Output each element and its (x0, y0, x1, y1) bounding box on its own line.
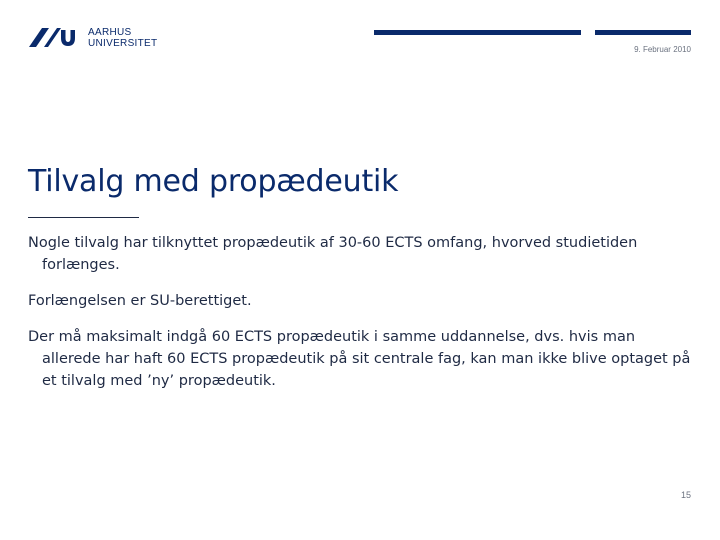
header-accent-bar-right (595, 30, 691, 35)
body-paragraph: Nogle tilvalg har tilknyttet propædeutik af 30-60 ECTS omfang, hvorved studietiden forlænges. (28, 235, 638, 273)
body-paragraph: Forlængelsen er SU-berettiget. (28, 293, 252, 309)
header-accent-bar-left (374, 30, 581, 35)
slide-body (28, 232, 698, 406)
aarhus-university-logo-icon (28, 26, 76, 48)
slide-title: Tilvalg med propædeutik (28, 164, 399, 199)
title-underline (28, 217, 139, 218)
body-paragraph: Der må maksimalt indgå 60 ECTS propædeutik i samme uddannelse, dvs. hvis man allerede har haft 60 ECTS propædeutik på sit centrale fag, kan man ikke blive optaget på et tilvalg med ’ny’ propædeutik. (28, 329, 691, 389)
page-number: 15 (680, 490, 691, 500)
slide-date: 9. Februar 2010 (634, 45, 691, 54)
university-name (88, 27, 157, 49)
university-name-line2: UNIVERSITET (88, 38, 158, 49)
university-name-line1: AARHUS (88, 27, 132, 38)
